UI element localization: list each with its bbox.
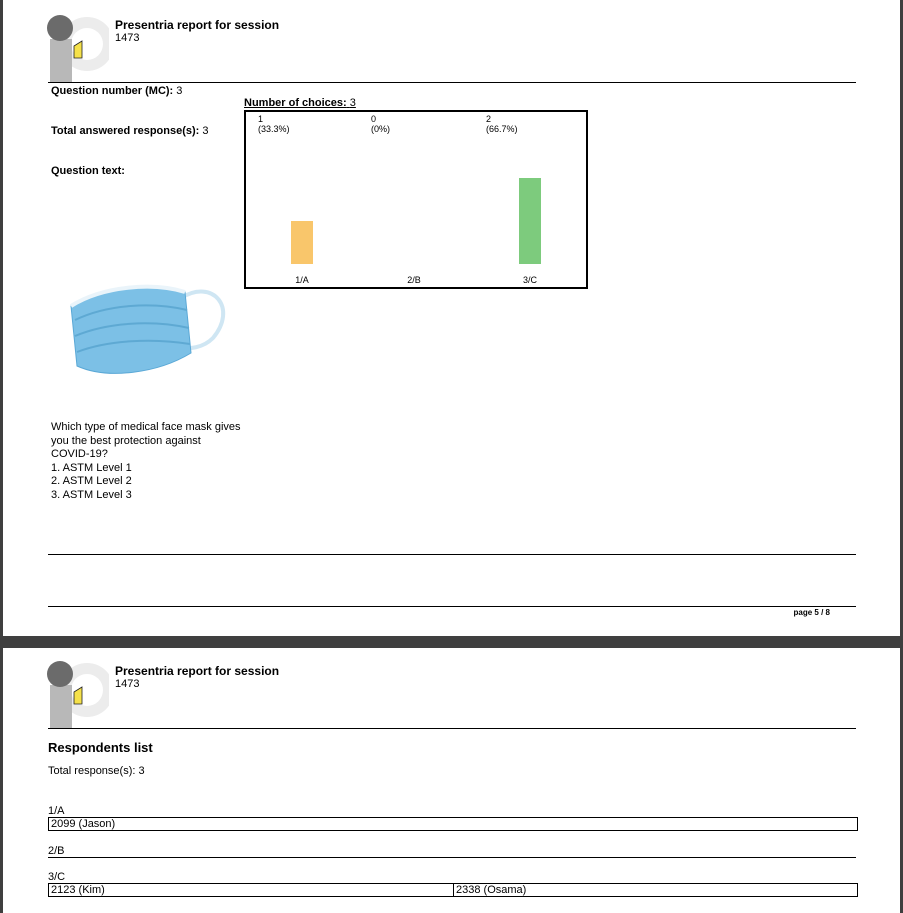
group-label-3c: 3/C [48, 871, 66, 883]
choices-value: 3 [349, 97, 356, 109]
respondents-list-title: Respondents list [48, 740, 153, 755]
header-divider [48, 728, 856, 729]
choice-category-label: 3/C [522, 275, 537, 285]
choice-bar-1a [291, 221, 313, 264]
total-responses: Total response(s): 3 [48, 765, 145, 777]
question-line: you the best protection against [51, 434, 201, 447]
group-label-1a: 1/A [48, 805, 65, 817]
choices-label: Number of choices: [244, 97, 347, 109]
respondent-cell: 2123 (Kim) [51, 884, 105, 896]
question-number [51, 85, 182, 97]
group-2b-divider [48, 857, 856, 858]
choices-count [244, 97, 356, 109]
question-line: Which type of medical face mask gives [51, 421, 241, 433]
group-label-2b: 2/B [48, 845, 65, 857]
report-title: Presentria report for session [115, 664, 280, 678]
face-mask-image [63, 268, 233, 388]
report-page-2 [3, 648, 900, 913]
choice-category-label: 2/B [407, 275, 421, 285]
footer-divider-1 [48, 554, 856, 555]
header-divider [48, 82, 856, 83]
question-line: COVID-19? [51, 448, 108, 460]
question-number-label: Question number (MC): [51, 85, 174, 97]
session-number: 1473 [115, 678, 140, 690]
total-answered-label: Total answered response(s): [51, 125, 200, 137]
answer-option-2: 2. ASTM Level 2 [51, 475, 132, 487]
choices-bar-chart [244, 110, 588, 289]
report-title: Presentria report for session [115, 18, 280, 32]
choice-bar-3c [519, 178, 541, 264]
question-text-heading [51, 165, 125, 177]
respondent-row-3c [48, 883, 858, 897]
choice-count-label: 1 (33.3%) [258, 114, 290, 134]
answer-option-1: 1. ASTM Level 1 [51, 461, 132, 474]
presentria-logo [47, 660, 109, 728]
presentria-logo [47, 14, 109, 82]
question-number-value: 3 [176, 85, 183, 97]
question-text-label: Question text: [51, 165, 125, 177]
respondent-row-1a [48, 817, 858, 831]
respondent-cell: 2338 (Osama) [453, 884, 856, 896]
total-answered-value: 3 [202, 125, 209, 137]
report-page-1 [3, 0, 900, 636]
choice-count-label: 0 (0%) [371, 114, 391, 134]
session-number: 1473 [115, 32, 140, 44]
footer-divider-2 [48, 606, 856, 607]
total-answered [51, 125, 209, 137]
page-number: page 5 / 8 [793, 608, 830, 617]
respondent-cell: 2099 (Jason) [51, 818, 116, 830]
question-text [51, 421, 251, 502]
choice-category-label: 1/A [295, 275, 309, 285]
answer-option-3: 3. ASTM Level 3 [51, 488, 132, 501]
choice-count-label: 2 (66.7%) [486, 114, 518, 134]
